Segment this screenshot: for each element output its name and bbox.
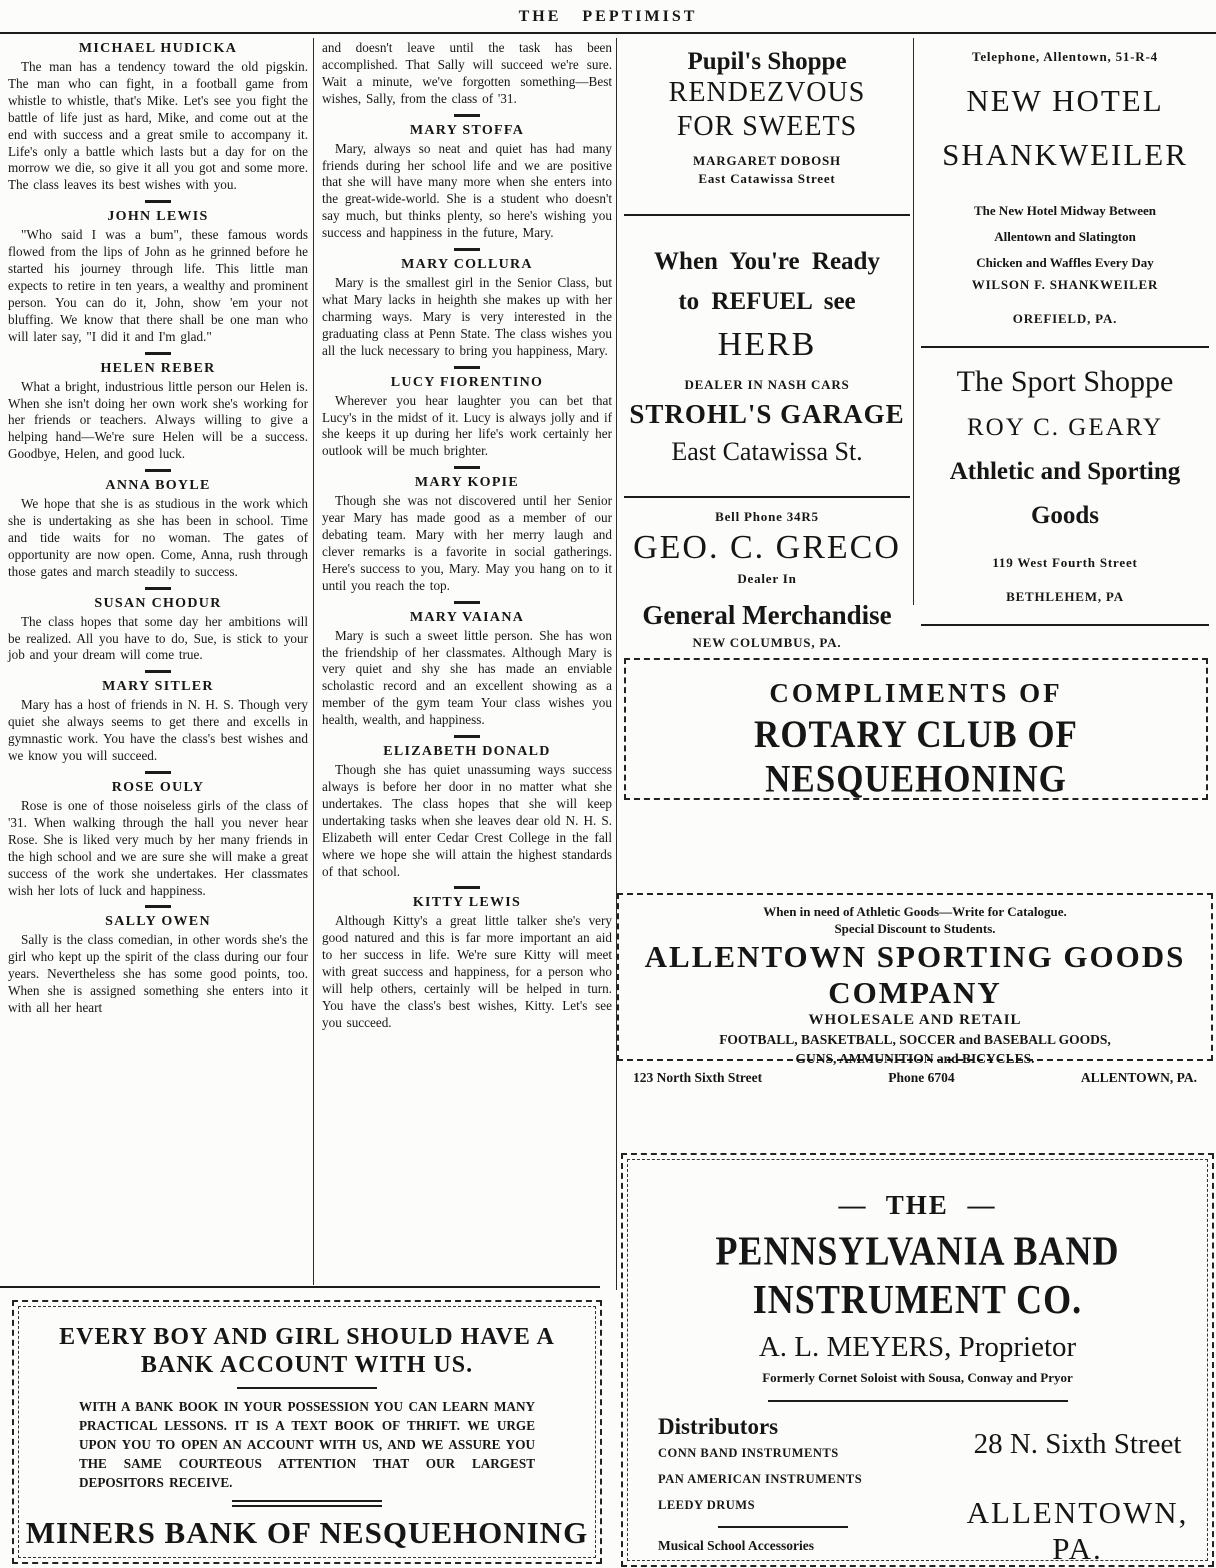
article-body: Though she has quiet unassuming ways success always is before her door in no matter what she undertakes. The class hopes that she will keep undertaking tasks when she leaves dear old N. H. S. Elizabeth will enter Cedar Crest College in the fall where we hope she will attain the highest standards of that school. bbox=[322, 762, 612, 879]
ad-new-hotel-shankweiler bbox=[921, 40, 1209, 336]
ad-sport-city: BETHLEHEM, PA bbox=[1006, 589, 1124, 604]
ad-asg-tag2: Special Discount to Students. bbox=[834, 921, 996, 936]
ad-shank-owner: WILSON F. SHANKWEILER bbox=[971, 277, 1159, 292]
ad-shank-tag3: Chicken and Waffles Every Day bbox=[976, 255, 1154, 270]
ad-bank-name: MINERS BANK OF NESQUEHONING bbox=[25, 1515, 589, 1550]
article-susan-chodur bbox=[8, 595, 308, 665]
section-divider bbox=[145, 352, 171, 355]
article-body: Sally is the class comedian, in other words she's the girl who kept up the spirit of the class during our four years. Nevertheless she has some good points, too. When she is assigned something she enters into it with all her heart bbox=[8, 932, 308, 1016]
ad-bank-double-rule bbox=[232, 1500, 382, 1507]
article-heading: MARY COLLURA bbox=[401, 257, 533, 273]
ad-herb-dealer: DEALER IN NASH CARS bbox=[684, 377, 850, 392]
ad-pupils-street: East Catawissa Street bbox=[698, 171, 836, 186]
ad-herb-name: HERB bbox=[717, 326, 817, 363]
ad-pupils-line3: FOR SWEETS bbox=[676, 111, 858, 142]
article-heading: LUCY FIORENTINO bbox=[390, 374, 544, 390]
section-divider bbox=[454, 366, 480, 369]
article-elizabeth-donald bbox=[322, 743, 612, 880]
ad-sport-tag: Athletic and Sporting Goods bbox=[949, 458, 1181, 529]
article-heading: MARY VAIANA bbox=[409, 609, 525, 625]
ad-bank-rule bbox=[237, 1387, 377, 1389]
ad-sport-address: 119 West Fourth Street bbox=[992, 555, 1138, 570]
article-kitty-lewis bbox=[322, 894, 612, 1031]
article-body: The class hopes that some day her ambitions will be realized. All you have to do, Sue, is stick to your job and your dream will come true. bbox=[8, 613, 308, 663]
masthead-rule bbox=[0, 32, 1216, 34]
ad-rotary-line1: COMPLIMENTS OF bbox=[769, 678, 1063, 708]
article-john-lewis bbox=[8, 208, 308, 345]
ad-asg-city: ALLENTOWN, PA. bbox=[1080, 1070, 1197, 1085]
ad-shank-city: OREFIELD, PA. bbox=[1012, 311, 1118, 326]
section-divider bbox=[454, 601, 480, 604]
ad-asg-sub: WHOLESALE AND RETAIL bbox=[808, 1012, 1022, 1028]
ad-asg-goods1: FOOTBALL, BASKETBALL, SOCCER and BASEBALL GOODS, bbox=[719, 1032, 1111, 1047]
column-3-ads bbox=[624, 40, 910, 690]
article-heading: JOHN LEWIS bbox=[107, 209, 209, 225]
column-2 bbox=[322, 40, 612, 1032]
article-body: "Who said I was a bum", these famous words flowed from the lips of John as he grinned before he started his journey through life. This little man expects to retire in ten years, a wealthy and prominent person. You can do it, John, show 'em your not bluffing. We know that there shall be one man who will later say, "I did it and I'm glad." bbox=[8, 227, 308, 344]
section-divider bbox=[454, 735, 480, 738]
article-body: Mary is such a sweet little person. She has won the friendship of her classmates. Although Mary is very quiet and shy she has made an enviable scholastic record and an excellent showing as a member of the gym team Your class wishes you health, wealth, and happiness. bbox=[322, 627, 612, 728]
article-body: Mary, always so neat and quiet has had many friends during her school life and we are positive that she will have many more when she enters into the great-wide-world. She is a student who doesn't say much, but thinks plenty, so here's wishing you success and happiness in the future, Mary. bbox=[322, 140, 612, 241]
ad-pband-dist-accessories: Musical School Accessories bbox=[658, 1538, 814, 1553]
ad-separator bbox=[921, 346, 1209, 348]
ad-shank-phone: Telephone, Allentown, 51-R-4 bbox=[972, 49, 1158, 64]
ad-greco-dealer: Dealer In bbox=[737, 571, 797, 586]
article-heading: MARY KOPIE bbox=[414, 475, 520, 491]
ad-pennsylvania-band-instrument bbox=[621, 1153, 1214, 1567]
ad-rotary-line2: ROTARY CLUB OF NESQUEHONING bbox=[754, 712, 1078, 801]
ad-pband-the: — THE — bbox=[838, 1190, 997, 1220]
article-mary-collura bbox=[322, 256, 612, 360]
article-rose-ouly bbox=[8, 779, 308, 899]
ad-asg-footer bbox=[619, 1068, 1211, 1086]
section-divider bbox=[454, 886, 480, 889]
ad-pupils-name: Pupil's Shoppe bbox=[687, 48, 847, 75]
ad-greco-name: GEO. C. GRECO bbox=[633, 529, 901, 566]
ad-geo-greco bbox=[624, 508, 910, 668]
article-heading: SALLY OWEN bbox=[105, 914, 211, 930]
ad-allentown-sporting-goods bbox=[617, 893, 1213, 1085]
ad-sport-owner: ROY C. GEARY bbox=[966, 414, 1163, 441]
ad-asg-tag1: When in need of Athletic Goods—Write for Catalogue. bbox=[763, 904, 1067, 919]
ad-pband-dist-rule bbox=[718, 1526, 848, 1528]
ad-pband-inner-border bbox=[627, 1159, 1208, 1566]
column-4-ads bbox=[921, 40, 1209, 636]
ad-bank-inner-border bbox=[18, 1306, 596, 1558]
article-body: Mary is the smallest girl in the Senior Class, but what Mary lacks in heighth she makes up with her charming ways. Mary is very interested in the graduating class at Penn State. The class wishes you all the luck necessary to bring you happiness, Mary. bbox=[322, 275, 612, 358]
article-heading: ROSE OULY bbox=[111, 780, 205, 795]
section-divider bbox=[145, 905, 171, 908]
ad-separator bbox=[921, 624, 1209, 626]
bank-ad-top-rule bbox=[0, 1286, 600, 1288]
ad-pband-dist-heading: Distributors bbox=[658, 1414, 779, 1439]
ad-separator bbox=[624, 496, 910, 498]
article-heading: ANNA BOYLE bbox=[105, 478, 211, 494]
ad-greco-phone: Bell Phone 34R5 bbox=[715, 509, 819, 524]
ad-pband-city: ALLENTOWN, PA. bbox=[966, 1495, 1189, 1566]
article-sally-owen bbox=[8, 913, 308, 1017]
ad-pband-address-block bbox=[958, 1414, 1197, 1567]
ad-herb-line1: When You're Ready bbox=[654, 248, 880, 275]
ad-asg-address: 123 North Sixth Street bbox=[633, 1070, 763, 1085]
article-helen-reber bbox=[8, 360, 308, 464]
ad-rotary-club bbox=[624, 658, 1208, 800]
ad-pband-bottom bbox=[628, 1402, 1207, 1567]
ad-pupils-owner: MARGARET DOBOSH bbox=[693, 153, 841, 168]
section-divider bbox=[145, 469, 171, 472]
ad-sport-shoppe bbox=[921, 358, 1209, 614]
ad-greco-line: General Merchandise bbox=[642, 600, 892, 630]
ad-greco-city: NEW COLUMBUS, PA. bbox=[692, 635, 842, 650]
column-rule-3 bbox=[913, 38, 914, 605]
ad-pupils-line2: RENDEZVOUS bbox=[668, 77, 866, 108]
article-body: Rose is one of those noiseless girls of the class of '31. When walking through the hall you never hear Rose. She is liked very much by her many friends in the high school and we are sure she will make a great success of the work she undertakes. Her classmates wish her lots of luck and happiness. bbox=[8, 798, 308, 898]
ad-pband-dist-pan: PAN AMERICAN INSTRUMENTS bbox=[658, 1472, 863, 1486]
ad-pband-tag: Formerly Cornet Soloist with Sousa, Conway and Pryor bbox=[762, 1370, 1073, 1385]
article-heading: KITTY LEWIS bbox=[412, 895, 522, 911]
article-body: Mary has a host of friends in N. H. S. Though very quiet she always seems to get there and excells in gymnastic work. You have the class's best wishes and we know you will succeed. bbox=[8, 697, 308, 764]
article-body: What a bright, industrious little person our Helen is. When she isn't doing her own work she's working for her friends or teachers. Always willing to give a helping hand—We're sure Helen will be a success. Goodbye, Helen, and good luck. bbox=[8, 378, 308, 462]
ad-herb-garage: STROHL'S GARAGE bbox=[629, 399, 905, 429]
article-anna-boyle bbox=[8, 477, 308, 581]
section-divider bbox=[454, 114, 480, 117]
article-body: Though she was not discovered until her Senior year Mary has made good as a member of our debating team. Mary with her merry laugh and clever remarks is a favorite in social gatherings. Here's success to you, Mary. May you hang on to it until you reach the top. bbox=[322, 493, 612, 593]
article-body: Although Kitty's a great little talker she's very good natured and this is far more important an aid to her success in life. We're sure Kitty will meet with great success and happiness, for a person who will help others, certainly will be helped in turn. You have the class's best wishes, Kitty. Let's see you succeed. bbox=[322, 913, 612, 1030]
section-divider bbox=[454, 466, 480, 469]
column-rule-2 bbox=[616, 38, 617, 1290]
ad-sport-name: The Sport Shoppe bbox=[956, 365, 1174, 398]
ad-pband-proprietor: A. L. MEYERS, Proprietor bbox=[758, 1331, 1077, 1363]
article-body-continuation: and doesn't leave until the task has been accomplished. That Sally will succeed we're sure. Wait a minute, we've forgotten something—Best wishes, Sally, from the class of '31. bbox=[322, 40, 612, 106]
article-lucy-fiorentino bbox=[322, 374, 612, 461]
ad-herb-line2: to REFUEL see bbox=[678, 288, 856, 315]
section-divider bbox=[145, 771, 171, 774]
article-body: The man has a tendency toward the old pigskin. The man who can fight, in a football game from whistle to whistle, that's Mike. Let's see you fight the battle of life just as hard, Mike, and come out at the end with success and a great smile to accompany it. Life's only a battle which lasts but a day for on the morrow we die, so give it all you got and some more. The class leaves its best wishes with you. bbox=[8, 59, 308, 193]
article-heading: SUSAN CHODUR bbox=[94, 595, 222, 611]
article-mary-sitler bbox=[8, 678, 308, 765]
ad-separator bbox=[624, 214, 910, 216]
article-heading: HELEN REBER bbox=[100, 360, 216, 376]
ad-pband-address: 28 N. Sixth Street bbox=[973, 1428, 1182, 1460]
ad-pband-distributors bbox=[658, 1414, 958, 1567]
article-mary-stoffa bbox=[322, 122, 612, 242]
article-heading: MARY STOFFA bbox=[409, 122, 525, 138]
article-michael-hudicka bbox=[8, 40, 308, 194]
ad-strohls-garage bbox=[624, 226, 910, 486]
section-divider bbox=[454, 248, 480, 251]
ad-herb-street: East Catawissa St. bbox=[671, 437, 863, 466]
ad-bank-body: WITH A BANK BOOK IN YOUR POSSESSION YOU CAN LEARN MANY PRACTICAL LESSONS. IT IS A TEXT BOOK OF THRIFT. WE URGE UPON YOU TO OPEN AN ACCOUNT WITH US, AND WE ASSURE YOU THE SAME COURTEOUS ATTENTION THAT OUR LARGEST DEPOSITORS RECEIVE. bbox=[79, 1399, 535, 1490]
ad-pupils-shoppe bbox=[624, 40, 910, 204]
section-divider bbox=[145, 200, 171, 203]
article-heading: MICHAEL HUDICKA bbox=[78, 41, 238, 56]
article-body: We hope that she is as studious in the work which she is undertaking as she has been in school. Time and tide waits for no woman. The gates of opportunity are now open. Come, Anna, rush through those gates and march steadily to success. bbox=[8, 496, 308, 579]
ad-asg-phone: Phone 6704 bbox=[888, 1070, 955, 1085]
article-mary-vaiana bbox=[322, 609, 612, 729]
ad-bank-headline1: EVERY BOY AND GIRL SHOULD HAVE A bbox=[59, 1324, 555, 1350]
article-heading: ELIZABETH DONALD bbox=[383, 744, 551, 760]
ad-asg-name: ALLENTOWN SPORTING GOODS COMPANY bbox=[644, 939, 1186, 1010]
ad-shank-name2: SHANKWEILER bbox=[942, 137, 1188, 172]
ad-shank-tag2: Allentown and Slatington bbox=[994, 229, 1136, 244]
column-rule-1 bbox=[313, 38, 314, 1285]
article-mary-kopie bbox=[322, 474, 612, 594]
ad-shank-tag1: The New Hotel Midway Between bbox=[974, 203, 1156, 218]
ad-bank-headline2: BANK ACCOUNT WITH US. bbox=[140, 1352, 474, 1378]
section-divider bbox=[145, 587, 171, 590]
column-1 bbox=[8, 40, 308, 1017]
article-heading: MARY SITLER bbox=[102, 679, 214, 695]
ad-pband-dist-leedy: LEEDY DRUMS bbox=[658, 1498, 756, 1512]
ad-asg-goods2: GUNS, AMMUNITION and BICYCLES. bbox=[795, 1051, 1035, 1066]
ad-pband-dist-conn: CONN BAND INSTRUMENTS bbox=[658, 1446, 839, 1460]
ad-pband-name: PENNSYLVANIA BAND INSTRUMENT CO. bbox=[715, 1227, 1120, 1323]
masthead-title: THE PEPTIMIST bbox=[518, 8, 698, 25]
ad-miners-bank bbox=[12, 1300, 602, 1564]
ad-shank-name1: NEW HOTEL bbox=[966, 83, 1164, 118]
article-body: Wherever you hear laughter you can bet that Lucy's in the midst of it. Lucy is always jolly and if she keeps it up during her life's work certainly her outlook will be much brighter. bbox=[322, 392, 612, 459]
article-sally-owen-continued bbox=[322, 40, 612, 108]
section-divider bbox=[145, 670, 171, 673]
